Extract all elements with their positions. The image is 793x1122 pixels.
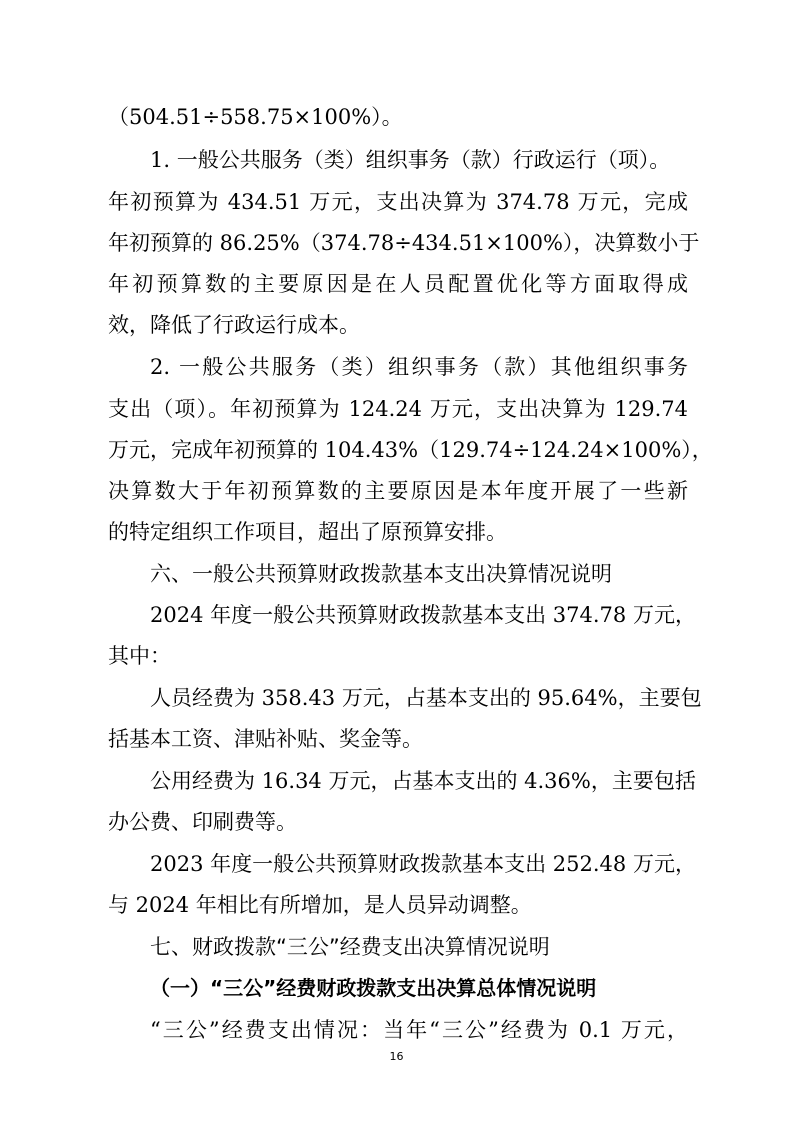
item-1-line: 效，降低了行政运行成本。 <box>108 313 360 337</box>
section-6-line: 2024 年度一般公共预算财政拨款基本支出 374.78 万元， <box>150 603 696 627</box>
section-heading-7: 七、财政拨款“三公”经费支出决算情况说明 <box>150 935 550 959</box>
personnel-expense-line: 人员经费为 358.43 万元，占基本支出的 95.64%，主要包 <box>150 686 702 710</box>
section-6-line: 其中： <box>108 644 171 668</box>
paragraph-line-formula-end: （504.51÷558.75×100%）。 <box>108 105 403 129</box>
item-2-title: 2. 一般公共服务（类）组织事务（款）其他组织事务 <box>150 355 688 379</box>
comparison-line: 与 2024 年相比有所增加，是人员异动调整。 <box>108 893 532 917</box>
public-expense-line: 办公费、印刷费等。 <box>108 810 297 834</box>
item-1-line: 年初预算为 434.51 万元，支出决算为 374.78 万元，完成 <box>108 190 688 214</box>
item-2-line: 的特定组织工作项目，超出了原预算安排。 <box>108 520 507 544</box>
section-heading-6: 六、一般公共预算财政拨款基本支出决算情况说明 <box>150 562 612 586</box>
three-public-expense-line: “三公”经费支出情况：当年“三公”经费为 0.1 万元， <box>150 1018 688 1042</box>
item-1-line: 年初预算数的主要原因是在人员配置优化等方面取得成 <box>108 272 688 296</box>
subsection-heading-1: （一）“三公”经费财政拨款支出决算总体情况说明 <box>150 976 597 1000</box>
public-expense-line: 公用经费为 16.34 万元，占基本支出的 4.36%，主要包括 <box>150 769 696 793</box>
personnel-expense-line: 括基本工资、津贴补贴、奖金等。 <box>108 727 423 751</box>
item-1-line: 年初预算的 86.25%（374.78÷434.51×100%），决算数小于 <box>108 231 700 255</box>
comparison-line: 2023 年度一般公共预算财政拨款基本支出 252.48 万元， <box>150 852 696 876</box>
page-number: 16 <box>389 1050 404 1063</box>
item-2-line: 万元，完成年初预算的 104.43%（129.74÷124.24×100%）， <box>108 438 713 462</box>
item-1-title: 1. 一般公共服务（类）组织事务（款）行政运行（项）。 <box>150 148 671 172</box>
item-2-line: 支出（项）。年初预算为 124.24 万元，支出决算为 129.74 <box>108 397 688 421</box>
item-2-line: 决算数大于年初预算数的主要原因是本年度开展了一些新 <box>108 479 688 503</box>
